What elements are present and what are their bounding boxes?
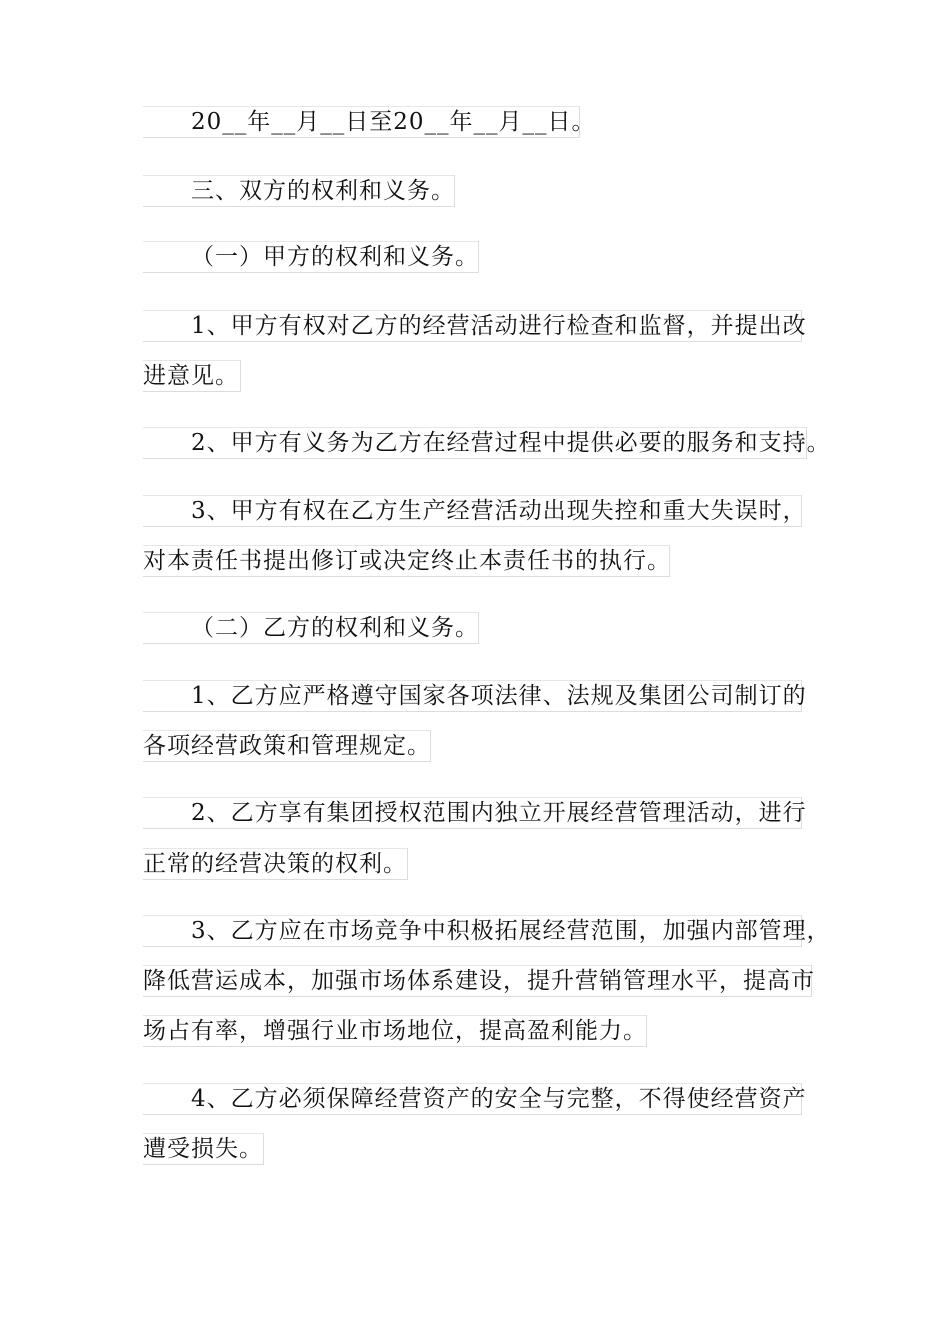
subsection-heading bbox=[143, 241, 479, 273]
text-line-content: 场占有率，增强行业市场地位，提高盈利能力。 bbox=[143, 1018, 647, 1044]
text-line-content: 3、甲方有权在乙方生产经营活动出现失控和重大失误时， bbox=[191, 498, 807, 524]
text-line-content: 各项经营政策和管理规定。 bbox=[143, 733, 431, 759]
text-line-content: 进意见。 bbox=[143, 363, 239, 389]
text-line bbox=[143, 680, 807, 712]
text-line-content: 20__年__月__日至20__年__月__日。 bbox=[191, 109, 596, 135]
text-line-content: 遭受损失。 bbox=[143, 1136, 263, 1162]
section-heading-text: 三、双方的权利和义务。 bbox=[191, 178, 455, 204]
text-line bbox=[143, 965, 815, 997]
subsection-heading-text: （二）乙方的权利和义务。 bbox=[191, 615, 479, 641]
text-line bbox=[143, 915, 831, 947]
text-line-content: 正常的经营决策的权利。 bbox=[143, 851, 407, 877]
text-line bbox=[143, 1133, 264, 1165]
text-line-content: 3、乙方应在市场竞争中积极拓展经营范围，加强内部管理， bbox=[191, 918, 831, 944]
text-line bbox=[143, 1083, 807, 1115]
text-line-content: 1、甲方有权对乙方的经营活动进行检查和监督，并提出改 bbox=[191, 313, 807, 339]
text-line-content: 4、乙方必须保障经营资产的安全与完整，不得使经营资产 bbox=[191, 1086, 807, 1112]
subsection-heading bbox=[143, 612, 479, 644]
text-line-content: 降低营运成本，加强市场体系建设，提升营销管理水平，提高市 bbox=[143, 968, 815, 994]
text-line bbox=[143, 1015, 647, 1047]
text-line-content: 对本责任书提出修订或决定终止本责任书的执行。 bbox=[143, 548, 671, 574]
subsection-heading-text: （一）甲方的权利和义务。 bbox=[191, 244, 479, 270]
text-line bbox=[143, 545, 670, 577]
text-line-content: 2、甲方有义务为乙方在经营过程中提供必要的服务和支持。 bbox=[191, 430, 831, 456]
text-line-content: 1、乙方应严格遵守国家各项法律、法规及集团公司制订的 bbox=[191, 683, 807, 709]
text-line bbox=[143, 360, 241, 392]
text-line bbox=[143, 310, 807, 342]
text-line-content: 2、乙方享有集团授权范围内独立开展经营管理活动，进行 bbox=[191, 800, 807, 826]
text-line bbox=[143, 848, 408, 880]
text-line bbox=[143, 106, 596, 138]
text-line bbox=[143, 730, 431, 762]
text-line bbox=[143, 427, 831, 459]
section-heading bbox=[143, 175, 455, 207]
text-line bbox=[143, 495, 807, 527]
text-line bbox=[143, 797, 807, 829]
